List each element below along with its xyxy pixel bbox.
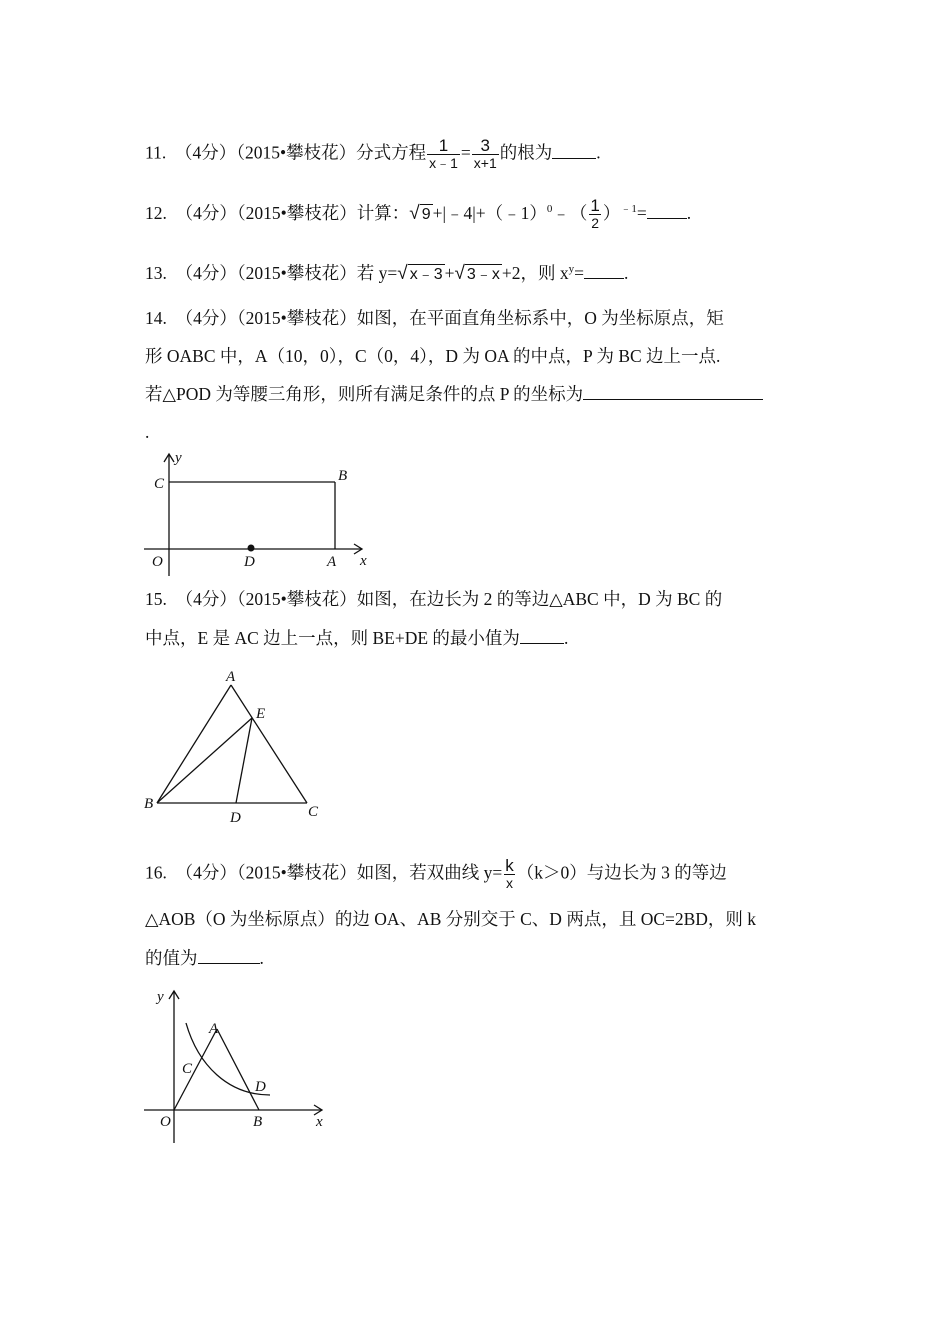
- points: （4分）: [175, 308, 237, 328]
- points: （4分）: [174, 142, 237, 163]
- question-16-line-2: △AOB（O 为坐标原点）的边 OA、AB 分别交于 C、D 两点，且 OC=2BD，则 k: [145, 909, 757, 929]
- question-14-line-3: [145, 381, 763, 406]
- exponent: y: [568, 263, 575, 275]
- answer-blank[interactable]: [647, 200, 687, 219]
- label-e: E: [256, 706, 266, 722]
- label-o: O: [160, 1114, 171, 1130]
- question-number: 16.: [145, 862, 167, 883]
- label-c: C: [308, 804, 319, 820]
- label-c: C: [182, 1061, 193, 1077]
- answer-blank[interactable]: [583, 381, 763, 400]
- source: （2015•攀枝花）: [236, 142, 357, 163]
- axis-label-y: y: [175, 450, 182, 466]
- expression: +|﹣4|+（﹣1）: [432, 202, 547, 223]
- label-b: B: [253, 1114, 263, 1130]
- label-b: B: [144, 796, 154, 812]
- period: .: [623, 262, 629, 283]
- period: .: [686, 202, 692, 223]
- denominator: 2: [591, 215, 599, 232]
- fraction: [472, 137, 499, 172]
- axis-label-x: x: [316, 1114, 323, 1130]
- question-13: [145, 257, 628, 285]
- label-d: D: [230, 810, 241, 826]
- question-number: 14.: [145, 308, 167, 328]
- label-b: B: [338, 468, 348, 484]
- denominator: x: [506, 875, 514, 891]
- fraction: [503, 857, 516, 892]
- points: （4分）: [175, 262, 237, 283]
- question-12: [145, 197, 691, 232]
- numerator: 3: [480, 136, 491, 155]
- radicand: 9: [421, 205, 431, 223]
- expression: ﹣（: [552, 202, 588, 223]
- question-text: 如图，在平面直角坐标系中，O 为坐标原点，矩: [356, 308, 724, 328]
- question-stem: 计算：: [356, 202, 410, 223]
- axis-label-y: y: [157, 989, 164, 1005]
- point-d: [248, 545, 255, 552]
- plus-sign: +: [444, 262, 455, 283]
- period: .: [596, 142, 601, 163]
- answer-blank[interactable]: [552, 140, 596, 159]
- exponent: ﹣1: [620, 203, 637, 215]
- points: （4分）: [175, 202, 237, 223]
- question-number: 11.: [145, 142, 167, 163]
- question-11: [145, 137, 601, 172]
- source: （2015•攀枝花）: [236, 862, 357, 883]
- numerator: 1: [590, 196, 600, 216]
- radical-sign-icon: √: [409, 202, 420, 224]
- fraction: [427, 137, 460, 172]
- source: （2015•攀枝花）: [236, 308, 357, 328]
- exponent: 0: [546, 203, 553, 215]
- numerator: k: [505, 856, 514, 875]
- axis-label-x: x: [360, 553, 367, 569]
- question-tail: 的根为: [499, 142, 553, 163]
- question-number: 15.: [145, 589, 167, 609]
- radicand: 3﹣x: [466, 265, 500, 283]
- question-text: （k＞0）与边长为 3 的等边: [516, 862, 727, 883]
- question-number: 12.: [145, 202, 167, 223]
- question-15-line-1: [145, 587, 722, 611]
- label-a: A: [327, 554, 337, 570]
- figure-triangle-abc: [140, 665, 330, 830]
- radical-sign-icon: √: [454, 262, 465, 284]
- question-16-line-1: [145, 857, 727, 892]
- equals-sign: =: [574, 262, 584, 283]
- equals-sign: =: [636, 202, 647, 223]
- equals-sign: =: [460, 142, 471, 163]
- denominator: x+1: [473, 155, 497, 171]
- radical-sign-icon: √: [397, 262, 408, 284]
- square-root: [409, 203, 432, 224]
- numerator: 1: [438, 136, 449, 155]
- label-a: A: [226, 669, 236, 685]
- question-text: 如图，若双曲线 y=: [356, 862, 503, 883]
- expression: ）: [602, 202, 621, 223]
- points: （4分）: [175, 589, 237, 609]
- question-14-line-1: [145, 306, 724, 330]
- source: （2015•攀枝花）: [236, 589, 357, 609]
- points: （4分）: [175, 862, 237, 883]
- question-text: 的值为: [145, 948, 198, 968]
- question-text: 中点，E 是 AC 边上一点，则 BE+DE 的最小值为: [145, 628, 520, 648]
- figure-triangle-aob-hyperbola: [140, 983, 340, 1148]
- denominator: x﹣1: [429, 155, 458, 171]
- question-15-line-2: [145, 625, 568, 650]
- label-d: D: [244, 554, 255, 570]
- source: （2015•攀枝花）: [236, 202, 357, 223]
- answer-blank[interactable]: [584, 260, 624, 279]
- question-text: 若△POD 为等腰三角形，则所有满足条件的点 P 的坐标为: [145, 384, 584, 404]
- source: （2015•攀枝花）: [236, 262, 357, 283]
- label-c: C: [154, 476, 165, 492]
- answer-blank[interactable]: [198, 945, 260, 964]
- square-root: [454, 263, 501, 284]
- question-14-line-2: 形 OABC 中，A（10，0），C（0，4），D 为 OA 的中点，P 为 BC 边上一点.: [145, 346, 721, 366]
- question-number: 13.: [145, 262, 167, 283]
- period: .: [259, 948, 264, 968]
- radicand: x﹣3: [409, 265, 443, 283]
- period: .: [563, 628, 569, 648]
- label-d: D: [255, 1079, 266, 1095]
- question-stem: 若 y=: [356, 262, 398, 283]
- figure-rectangle-oabc: [140, 448, 380, 580]
- question-text: 如图，在边长为 2 的等边△ABC 中，D 为 BC 的: [356, 589, 723, 609]
- answer-blank[interactable]: [520, 625, 564, 644]
- square-root: [397, 263, 444, 284]
- fraction: [588, 197, 601, 232]
- label-o: O: [152, 554, 163, 570]
- label-a: A: [209, 1021, 219, 1037]
- question-tail: +2，则 x: [501, 262, 569, 283]
- question-stem: 分式方程: [356, 142, 427, 163]
- question-16-line-3: [145, 945, 264, 970]
- question-14-line-4: .: [145, 422, 150, 442]
